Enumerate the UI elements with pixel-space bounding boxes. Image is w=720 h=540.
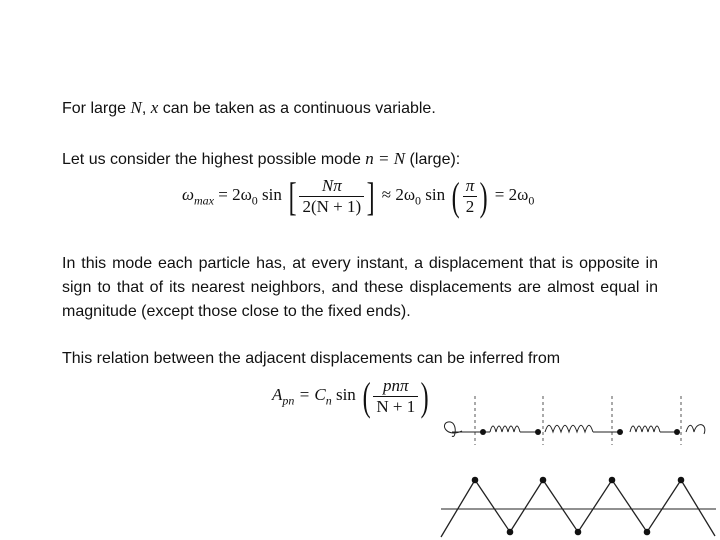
para-relation: This relation between the adjacent displacements can be inferred from — [62, 350, 561, 367]
para-continuous: For large N, x can be taken as a continuous variable. — [62, 98, 436, 117]
equation-A-pn: $A_{pn} = C_n$ sin ( $\frac{\text{pnπ}}{N + 1}$ ) — [272, 373, 429, 419]
math-n-eq-N: n = N — [365, 149, 406, 168]
para-highest-mode: Let us consider the highest possible mode n = N (large): — [62, 149, 461, 168]
equation-omega-max: $\omega_{max} = 2\omega_0$ sin [ $\frac{N\pi}{2(N + 1)}$ ] ≈ $2\omega_0$ sin ( $\frac{\pi}{2}$ ) = $2\omega_0$ — [182, 173, 535, 219]
math-N: N — [130, 98, 142, 117]
math-x: x — [150, 98, 159, 117]
displacement-points — [472, 477, 685, 536]
masses — [480, 429, 680, 435]
equilibrium-dashed-lines — [475, 396, 681, 445]
para-mode-description: In this mode each particle has, at every instant, a displacement that is opposite in sign to that of its nearest neighbors, and these displacements are almost equal in magnitude (except those close to the fixed ends). — [62, 255, 658, 320]
